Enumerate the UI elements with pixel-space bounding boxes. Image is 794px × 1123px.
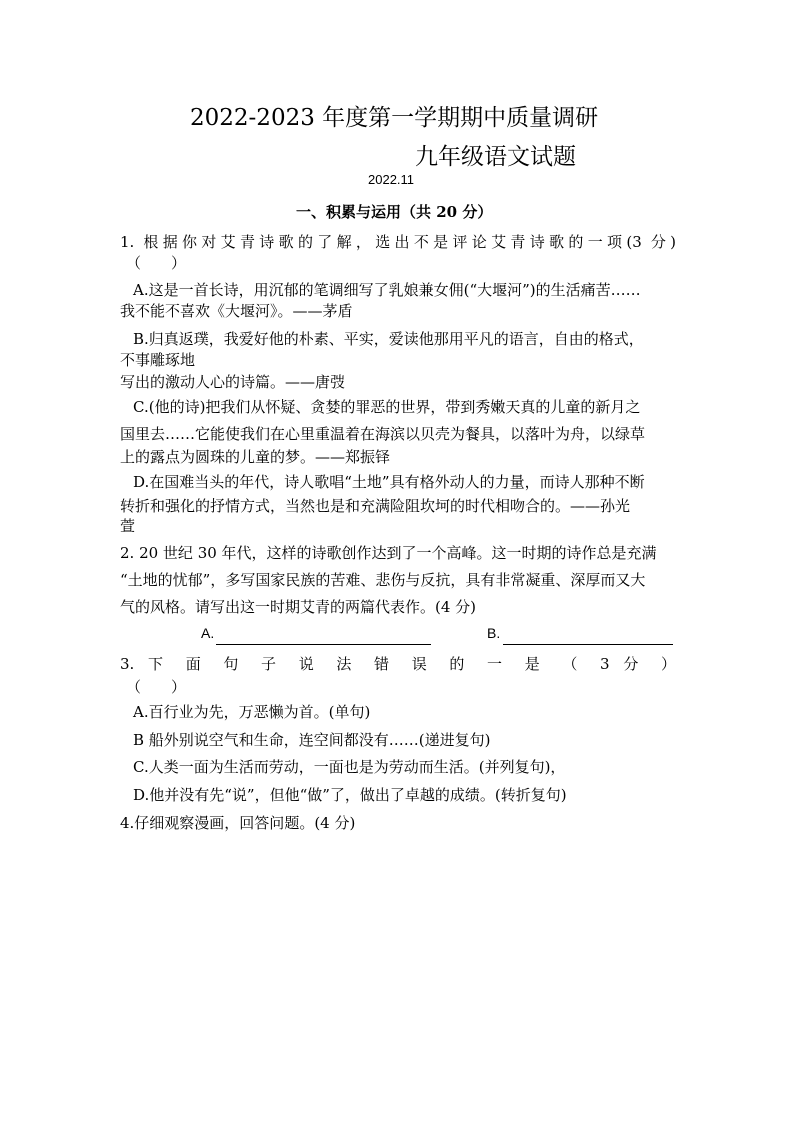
q3-option-c: C.人类一面为生活而劳动，一面也是为劳动而生活。(并列复句)， [133, 758, 566, 776]
q1-option-a-line2: 我不能不喜欢《大堰河》。——茅盾 [120, 302, 353, 320]
q1-option-a-line1: A.这是一首长诗，用沉郁的笔调细写了乳娘兼女佣(“大堰河”)的生活痛苦…… [133, 281, 641, 299]
exam-date: 2022.11 [368, 172, 415, 187]
q3-option-a: A.百行业为先，万恶懒为首。(单句) [133, 703, 371, 721]
exam-subtitle: 九年级语文试题 [415, 144, 576, 170]
q2-line2: “土地的忧郁”，多写国家民族的苦难、悲伤与反抗，具有非常凝重、深厚而又大 [120, 571, 646, 589]
q1-answer-paren: （ ） [126, 254, 187, 272]
q1-option-d-line2: 转折和强化的抒情方式，当然也是和充满险阻坎坷的时代相吻合的。——孙光 [120, 497, 631, 515]
q1-option-c-line1: C.(他的诗)把我们从怀疑、贪婪的罪恶的世界，带到秀嫩天真的儿童的新月之 [133, 398, 641, 416]
q1-option-b-line3: 写出的激动人心的诗篇。——唐弢 [120, 373, 346, 391]
q1-option-c-line3: 上的露点为圆珠的儿童的梦。——郑振铎 [120, 448, 391, 466]
q1-stem: 1. 根据你对艾青诗歌的了解，选出不是评论艾青诗歌的一项(3 分) [120, 233, 676, 251]
q4-stem: 4.仔细观察漫画，回答问题。(4 分) [120, 814, 356, 832]
q3-answer-paren: （ ） [126, 678, 187, 696]
q2-line3: 气的风格。请写出这一时期艾青的两篇代表作。(4 分) [120, 598, 477, 616]
q1-option-b-line2: 不事雕琢地 [120, 351, 196, 369]
q3-option-b: B 船外别说空气和生命，连空间都没有……(递进复句) [133, 731, 491, 749]
section-heading: 一、积累与运用（共 20 分） [296, 203, 493, 221]
q3-stem: 3. 下 面 句 子 说 法 错 误 的 一 是 （ 3 分 ） [120, 655, 676, 673]
q1-option-d-line1: D.在国难当头的年代，诗人歌唱“土地”具有格外动人的力量，而诗人那种不断 [133, 473, 645, 491]
q2-answer-b-blank[interactable] [503, 643, 673, 645]
q2-answer-a-blank[interactable] [216, 643, 431, 645]
q2-answer-a-label: A. [201, 625, 215, 641]
q2-line1: 2. 20 世纪 30 年代，这样的诗歌创作达到了一个高峰。这一时期的诗作总是充满 [120, 544, 657, 562]
q3-option-d: D.他并没有先“说”，但他“做”了，做出了卓越的成绩。(转折复句) [133, 786, 567, 804]
q1-option-b-line1: B.归真返璞，我爱好他的朴素、平实，爱读他那用平凡的语言，自由的格式， [133, 330, 644, 348]
exam-title: 2022-2023 年度第一学期期中质量调研 [190, 105, 599, 131]
q1-option-d-line3: 萱 [120, 517, 136, 535]
q1-option-c-line2: 国里去……它能使我们在心里重温着在海滨以贝壳为餐具，以落叶为舟，以绿草 [120, 425, 646, 443]
q2-answer-b-label: B. [487, 625, 501, 641]
